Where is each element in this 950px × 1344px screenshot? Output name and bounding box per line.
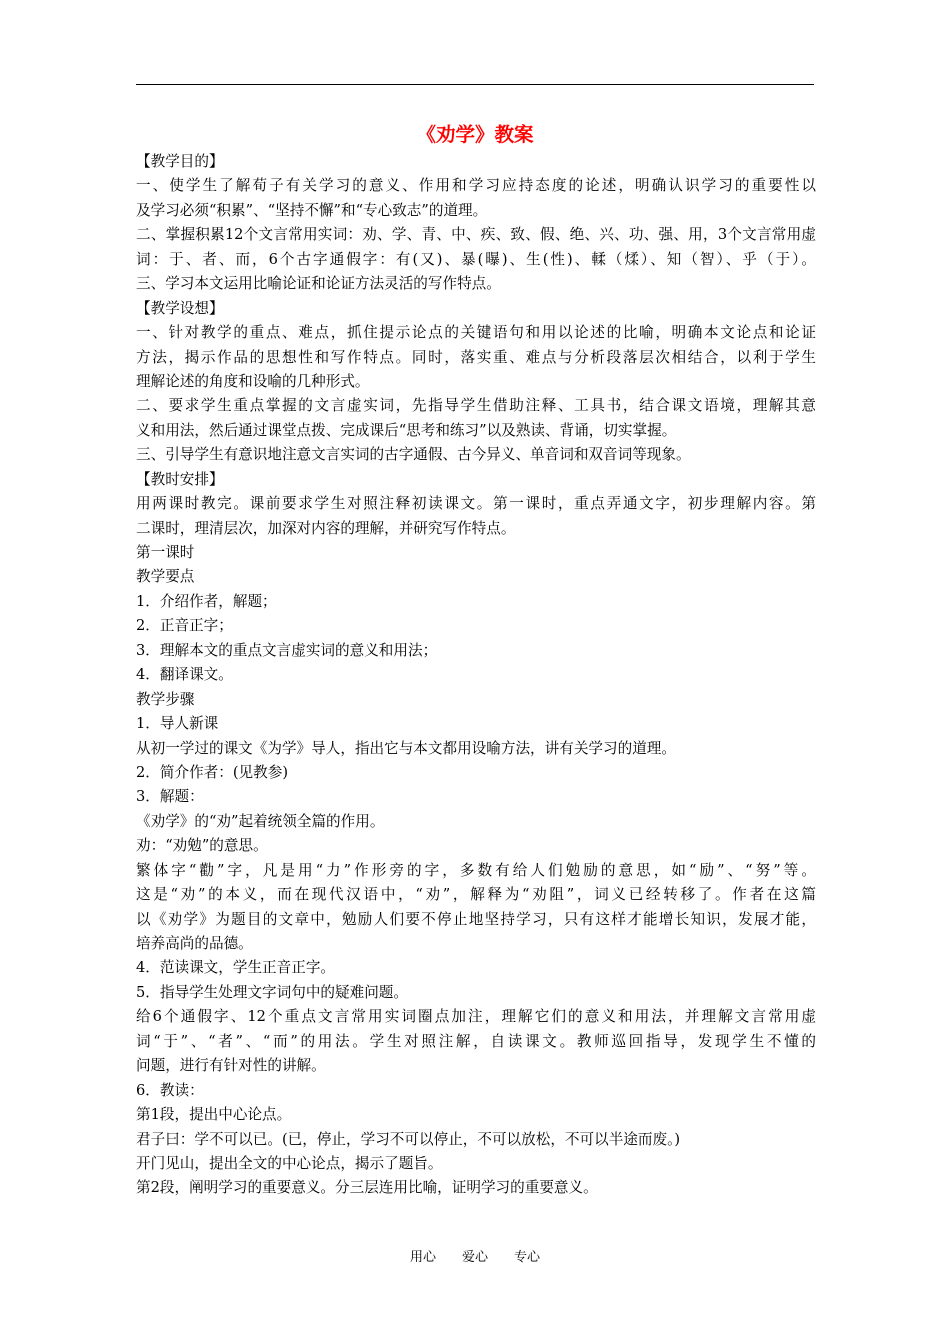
text-line: 4．范读课文，学生正音正字。 (136, 959, 336, 977)
text-line: 给6个通假字、12个重点文言常用实词圈点加注，理解它们的意义和用法，并理解文言常用虚 (136, 1008, 816, 1026)
text-line: 君子曰：学不可以已。(已，停止，学习不可以停止，不可以放松，不可以半途而废。) (136, 1130, 681, 1148)
text-line: 1．介绍作者，解题； (136, 592, 277, 610)
text-line: 问题，进行有针对性的讲解。 (136, 1057, 326, 1075)
text-line: 三、学习本文运用比喻论证和论证方法灵活的写作特点。 (136, 275, 501, 293)
text-line: 繁体字“勸”字，凡是用“力”作形旁的字，多数有给人们勉励的意思，如“励”、“努”等。 (136, 861, 816, 879)
text-line: 【教时安排】 (136, 470, 224, 488)
text-line: 1．导人新课 (136, 715, 219, 733)
text-line: 教学要点 (136, 568, 195, 586)
page-footer: 用心 爱心 专心 (409, 1250, 540, 1265)
text-line: 二、掌握积累12个文言常用实词：劝、学、青、中、疾、致、假、绝、兴、功、强、用，3个文言常用虚 (136, 226, 816, 244)
text-line: 6．教读： (136, 1081, 204, 1099)
text-line: 第2段，阐明学习的重要意义。分三层连用比喻，证明学习的重要意义。 (136, 1179, 598, 1197)
text-line: 词“于”、“者”、“而”的用法。学生对照注解，自读课文。教师巡回指导，发现学生不懂的 (136, 1032, 816, 1050)
text-line: 词：于、者、而，6个古字通假字：有(又)、暴(曝)、生(性)、輮（煣）、知（智）、乎（于）。 (136, 250, 816, 268)
text-line: 一、使学生了解荀子有关学习的意义、作用和学习应持态度的论述，明确认识学习的重要性以 (136, 177, 816, 195)
text-line: 《劝学》的“劝”起着统领全篇的作用。 (136, 812, 385, 830)
text-line: 第1段，提出中心论点。 (136, 1106, 292, 1124)
text-line: 4．翻译课文。 (136, 666, 233, 684)
text-line: 这是“劝”的本义，而在现代汉语中，“劝”，解释为“劝阻”，词义已经转移了。作者在这篇 (136, 886, 816, 904)
text-line: 【教学目的】 (136, 153, 224, 170)
text-line: 3．理解本文的重点文言虚实词的意义和用法； (136, 641, 438, 659)
text-line: 一、针对教学的重点、难点，抓住提示论点的关键语句和用以论述的比喻，明确本文论点和论证 (136, 324, 816, 342)
text-line: 2．简介作者：(见教参) (136, 763, 289, 781)
text-line: 方法，揭示作品的思想性和写作特点。同时，落实重、难点与分析段落层次相结合，以利于学生 (136, 348, 816, 366)
text-line: 3．解题： (136, 788, 204, 806)
text-line: 第一课时 (136, 544, 195, 561)
text-line: 2．正音正字； (136, 617, 233, 635)
document-title: 《劝学》教案 (416, 123, 534, 146)
document-body (136, 150, 816, 1201)
text-line: 5．指导学生处理文字词句中的疑难问题。 (136, 983, 408, 1001)
text-line: 二、要求学生重点掌握的文言虚实词，先指导学生借助注释、工具书，结合课文语境，理解其意 (136, 397, 816, 415)
text-line: 义和用法，然后通过课堂点拨、完成课后“思考和练习”以及熟读、背诵，切实掌握。 (136, 421, 677, 439)
text-line: 开门见山，提出全文的中心论点，揭示了题旨。 (136, 1154, 443, 1172)
text-line: 用两课时教完。课前要求学生对照注释初读课文。第一课时，重点弄通文字，初步理解内容。第 (136, 495, 816, 513)
text-line: 以《劝学》为题目的文章中，勉励人们要不停止地坚持学习，只有这样才能增长知识，发展才能， (136, 910, 816, 928)
header-rule (136, 84, 814, 85)
text-line: 【教学设想】 (136, 299, 224, 317)
text-line: 三、引导学生有意识地注意文言实词的古字通假、古今异义、单音词和双音词等现象。 (136, 446, 691, 464)
text-line: 培养高尚的品德。 (136, 935, 253, 952)
text-line: 及学习必须“积累”、“坚持不懈”和“专心致志”的道理。 (136, 201, 488, 219)
text-line: 理解论述的角度和设喻的几种形式。 (136, 372, 370, 390)
text-line: 教学步骤 (136, 690, 195, 708)
text-line: 从初一学过的课文《为学》导人，指出它与本文都用设喻方法，讲有关学习的道理。 (136, 739, 676, 757)
text-line: 二课时，理清层次，加深对内容的理解，并研究写作特点。 (136, 519, 516, 537)
text-line: 劝：“劝勉”的意思。 (136, 837, 268, 855)
